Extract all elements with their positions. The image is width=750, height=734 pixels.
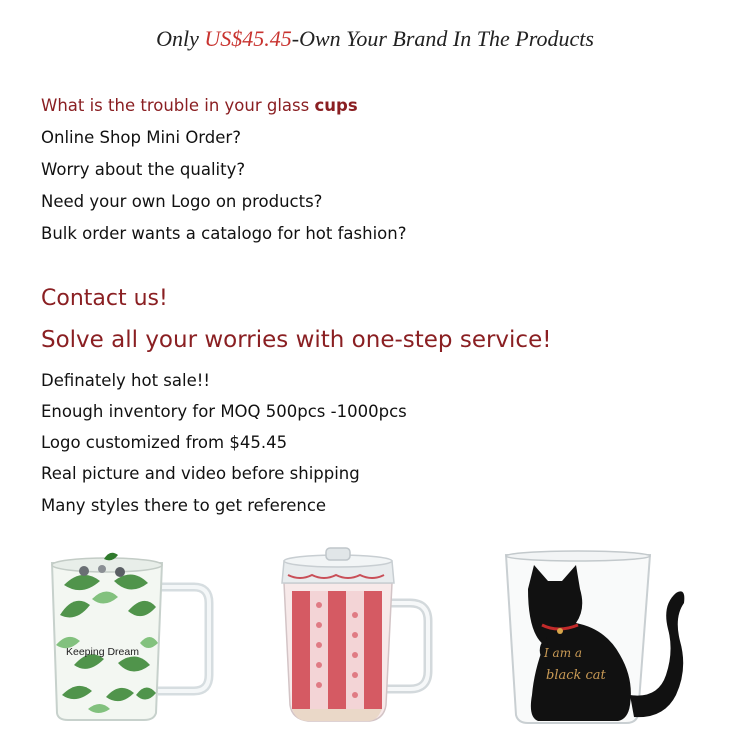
contact-heading: Contact us! (41, 286, 168, 311)
mug1-label: Keeping Dream (66, 646, 139, 658)
trouble-line-4: Bulk order wants a catalogo for hot fashion? (41, 224, 407, 243)
mug3-label-line2: black cat (546, 668, 606, 683)
headline-price: US$45.45 (204, 26, 292, 51)
mug3-label-line1: I am a (544, 646, 583, 660)
trouble-title-bold: cups (314, 96, 358, 115)
trouble-title-text: What is the trouble in your glass (41, 96, 315, 115)
headline-prefix: Only (156, 26, 205, 51)
service-tagline: Solve all your worries with one-step service! (41, 327, 552, 353)
service-line-4: Real picture and video before shipping (41, 464, 360, 483)
service-line-3: Logo customized from $45.45 (41, 433, 288, 452)
service-line-2: Enough inventory for MOQ 500pcs -1000pcs (41, 402, 407, 421)
trouble-title (41, 96, 358, 115)
headline-suffix: -Own Your Brand In The Products (291, 26, 594, 51)
service-line-5: Many styles there to get reference (41, 496, 327, 515)
service-line-1: Definately hot sale!! (41, 371, 210, 390)
trouble-line-3: Need your own Logo on products? (41, 192, 323, 211)
black-cat-glass-mug-image (498, 545, 713, 725)
strawberry-glass-mug-image (270, 545, 455, 725)
trouble-line-2: Worry about the quality? (41, 160, 246, 179)
headline (0, 26, 750, 52)
leaf-glass-mug-image (44, 545, 219, 725)
trouble-line-1: Online Shop Mini Order? (41, 128, 241, 147)
